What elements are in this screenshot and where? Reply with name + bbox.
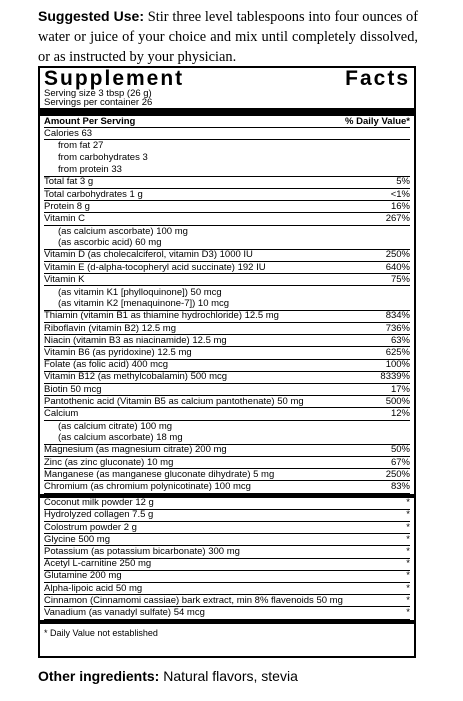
table-row (44, 128, 410, 140)
daily-value: * (406, 545, 410, 557)
daily-value: 83% (390, 481, 410, 493)
nutrient-name: Riboflavin (vitamin B2) 12.5 mg (44, 322, 176, 334)
daily-value: 12% (390, 407, 410, 419)
table-row (44, 571, 410, 583)
nutrient-name: Coconut milk powder 12 g (44, 497, 154, 509)
table-row (44, 213, 410, 225)
table-row (44, 360, 410, 372)
nutrient-name: Hydrolyzed collagen 7.5 g (44, 509, 154, 521)
thick-divider (40, 108, 414, 116)
daily-value: * (406, 497, 410, 509)
table-row (44, 140, 410, 152)
daily-value: * (406, 606, 410, 618)
nutrient-name: from carbohydrates 3 (58, 152, 148, 164)
table-row (44, 384, 410, 396)
table-row (44, 534, 410, 546)
supplement-facts-panel (38, 66, 416, 658)
daily-value: 5% (396, 176, 410, 188)
header-amount: Amount Per Serving (44, 116, 136, 127)
table-row (44, 165, 410, 177)
nutrient-name: Alpha-lipoic acid 50 mg (44, 582, 143, 594)
table-row (44, 262, 410, 274)
daily-value: 16% (390, 200, 410, 212)
table-row (44, 445, 410, 457)
table-row (44, 347, 410, 359)
ingredient-rows (44, 498, 410, 620)
daily-value: 267% (385, 212, 410, 224)
table-row (44, 250, 410, 262)
daily-value: 625% (385, 346, 410, 358)
table-row (44, 226, 410, 238)
table-row (44, 311, 410, 323)
table-row (44, 607, 410, 619)
daily-value: * (406, 533, 410, 545)
nutrient-name: Total fat 3 g (44, 176, 94, 188)
daily-value: <1% (390, 188, 410, 200)
table-row (44, 510, 410, 522)
daily-value: 640% (385, 261, 410, 273)
table-row (44, 372, 410, 384)
daily-value: 17% (390, 383, 410, 395)
table-row (44, 396, 410, 408)
nutrient-name: (as vitamin K1 [phylloquinone]) 50 mcg (58, 286, 222, 298)
nutrient-name: Vitamin K (44, 273, 85, 285)
nutrient-name: Vitamin B12 (as methylcobalamin) 500 mcg (44, 371, 228, 383)
nutrient-name: Calcium (44, 407, 79, 419)
table-row (44, 481, 410, 493)
table-row (44, 286, 410, 298)
nutrient-name: (as vitamin K2 [menaquinone-7]) 10 mcg (58, 298, 230, 310)
daily-value: * (406, 521, 410, 533)
table-row (44, 152, 410, 164)
table-row (44, 408, 410, 420)
table-row (44, 238, 410, 250)
daily-value: 500% (385, 395, 410, 407)
nutrient-name: (as calcium ascorbate) 18 mg (58, 432, 183, 444)
nutrient-name: Protein 8 g (44, 200, 90, 212)
nutrient-name: Chromium (as chromium polynicotinate) 100 mcg (44, 481, 251, 493)
table-row (44, 457, 410, 469)
nutrient-name: Manganese (as manganese gluconate dihydrate) 5 mg (44, 468, 275, 480)
nutrient-name: Glycine 500 mg (44, 533, 111, 545)
table-row (44, 335, 410, 347)
table-row (44, 583, 410, 595)
daily-value: 250% (385, 468, 410, 480)
table-row (44, 498, 410, 510)
other-ingredients-text: Natural flavors, stevia (159, 668, 298, 684)
serving-size: Serving size 3 tbsp (26 g) (44, 88, 152, 99)
nutrient-name: Thiamin (vitamin B1 as thiamine hydrochloride) 12.5 mg (44, 310, 279, 322)
daily-value: 8339% (380, 371, 410, 383)
table-row (44, 274, 410, 286)
nutrient-name: Magnesium (as magnesium citrate) 200 mg (44, 444, 227, 456)
nutrient-name: Vitamin B6 (as pyridoxine) 12.5 mg (44, 346, 192, 358)
nutrient-name: Folate (as folic acid) 400 mcg (44, 359, 169, 371)
footnote: * Daily Value not established (44, 627, 158, 638)
daily-value: 50% (390, 444, 410, 456)
daily-value: 834% (385, 310, 410, 322)
nutrient-name: Vitamin C (44, 212, 86, 224)
daily-value: 67% (390, 456, 410, 468)
daily-value: 250% (385, 249, 410, 261)
daily-value: * (406, 558, 410, 570)
header-daily-value: % Daily Value* (345, 116, 410, 127)
suggested-use-text: Stir three level tablespoons into four ounces of water or juice of your choice and mix until completely dissolved, or as instructed by your physician. (38, 9, 418, 65)
nutrient-name: Colostrum powder 2 g (44, 521, 137, 533)
other-ingredients-label: Other ingredients: (38, 668, 160, 684)
table-row (44, 546, 410, 558)
table-row (44, 469, 410, 481)
nutrient-name: (as ascorbic acid) 60 mg (58, 237, 162, 249)
servings-per-container: Servings per container 26 (44, 97, 153, 108)
nutrient-name: Niacin (vitamin B3 as niacinamide) 12.5 mg (44, 334, 227, 346)
nutrient-name: Cinnamon (Cinnamomi cassiae) bark extract, min 8% flavenoids 50 mg (44, 594, 343, 606)
table-header (44, 116, 410, 128)
nutrient-rows (44, 128, 410, 494)
nutrient-name: (as calcium ascorbate) 100 mg (58, 225, 188, 237)
table-row (44, 177, 410, 189)
table-row (44, 421, 410, 433)
table-row (44, 201, 410, 213)
nutrient-name: from fat 27 (58, 140, 104, 152)
nutrient-name: (as calcium citrate) 100 mg (58, 420, 173, 432)
table-row (44, 299, 410, 311)
daily-value: * (406, 594, 410, 606)
nutrient-name: Vitamin E (d-alpha-tocopheryl acid succinate) 192 IU (44, 261, 266, 273)
suggested-use (38, 6, 418, 67)
nutrient-name: from protein 33 (58, 164, 122, 176)
nutrient-name: Acetyl L-carnitine 250 mg (44, 558, 152, 570)
nutrient-name: Potassium (as potassium bicarbonate) 300 mg (44, 545, 240, 557)
nutrient-name: Biotin 50 mcg (44, 383, 102, 395)
panel-title: Supplement Facts (44, 67, 410, 90)
suggested-use-label: Suggested Use: (38, 8, 144, 24)
nutrient-name: Vitamin D (as cholecalciferol, vitamin D3) 1000 IU (44, 249, 253, 261)
serving-info (44, 89, 410, 108)
table-row (44, 595, 410, 607)
table-row (44, 559, 410, 571)
nutrient-name: Glutamine 200 mg (44, 570, 122, 582)
nutrient-name: Calories 63 (44, 127, 93, 139)
nutrient-name: Vanadium (as vanadyl sulfate) 54 mcg (44, 606, 205, 618)
daily-value: * (406, 582, 410, 594)
table-row (44, 189, 410, 201)
daily-value: * (406, 509, 410, 521)
table-row (44, 522, 410, 534)
daily-value: 736% (385, 322, 410, 334)
daily-value: * (406, 570, 410, 582)
daily-value: 100% (385, 359, 410, 371)
nutrient-name: Total carbohydrates 1 g (44, 188, 143, 200)
other-ingredients (38, 668, 298, 684)
daily-value: 63% (390, 334, 410, 346)
daily-value: 75% (390, 273, 410, 285)
table-row (44, 323, 410, 335)
nutrient-name: Pantothenic acid (Vitamin B5 as calcium pantothenate) 50 mg (44, 395, 304, 407)
table-row (44, 433, 410, 445)
nutrient-name: Zinc (as zinc gluconate) 10 mg (44, 456, 174, 468)
